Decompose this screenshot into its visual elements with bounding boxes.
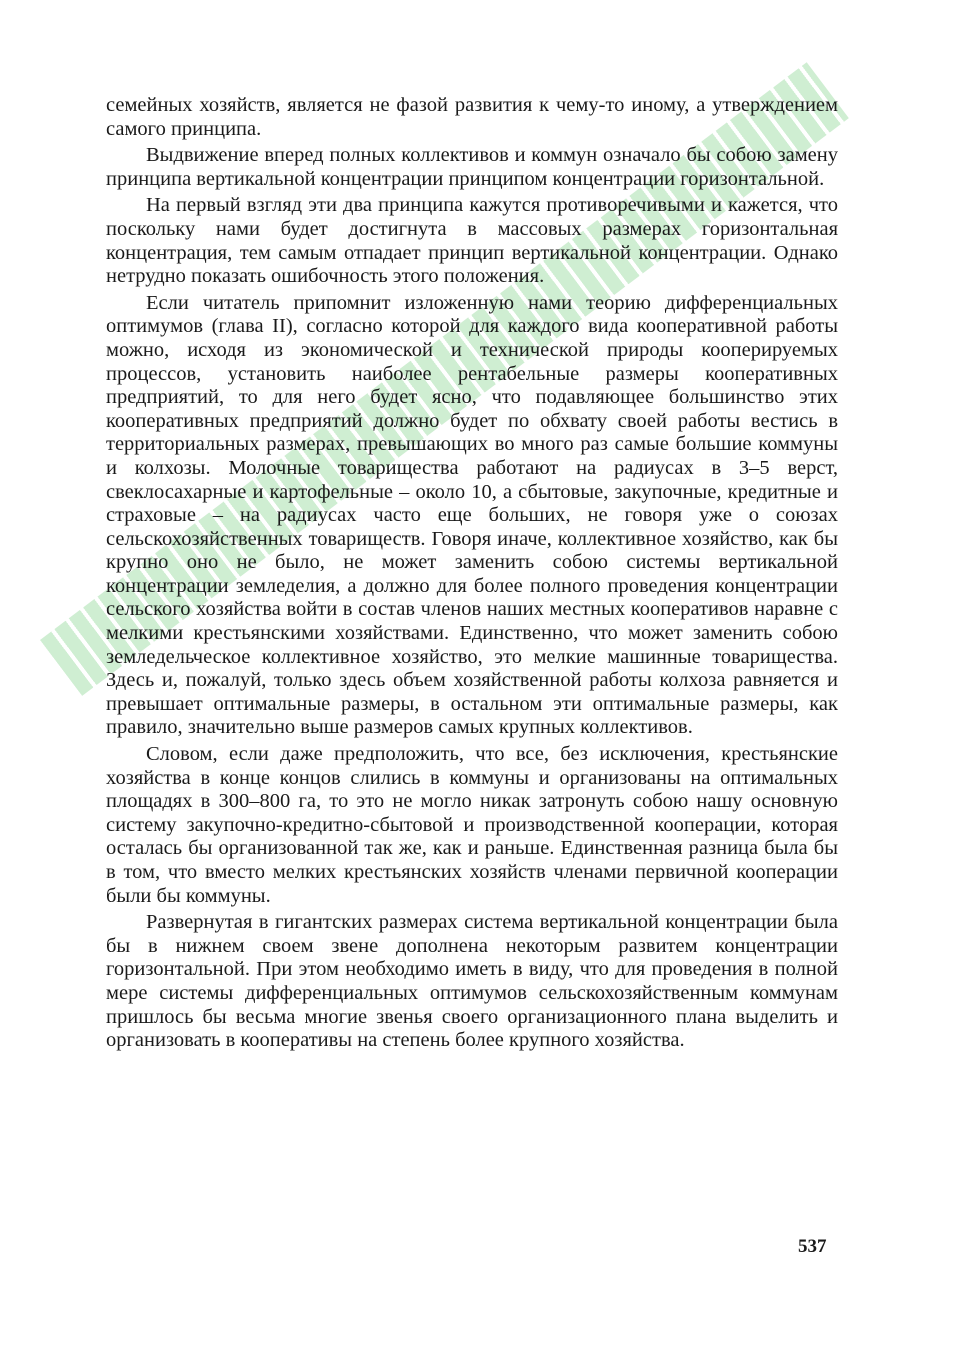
- paragraph-3: На первый взгляд эти два принципа кажутся противоречивыми и кажется, что поскольку нами будет достигнута в массовых размерах горизонтальная концентрация, тем самым отпадает принцип вертикальной концентрации. Однако нетрудно показать ошибочность этого положения.: [106, 194, 838, 288]
- text-column: [106, 94, 838, 1053]
- paragraph-5: Словом, если даже предположить, что все, без исключения, крестьянские хозяйства в конце концов слились в коммуны и организованы на оптимальных площадях в 300–800 га, то это не могло никак затронуть собою нашу основную систему закупочно-кредитно-сбытовой и производственной кооперации, которая осталась бы организованной так же, как и раньше. Единственная разница была бы в том, что вместо мелких крестьянских хозяйств членами первичной кооперации были бы коммуны.: [106, 743, 838, 907]
- paragraph-6: Развернутая в гигантских размерах система вертикальной концентрации была бы в нижнем своем звене дополнена некоторым развитем концентрации горизонтальной. При этом необходимо иметь в виду, что для проведения в полной мере системы дифференциальных оптимумов сельскохозяйственным коммунам пришлось бы весьма многие звенья своего организационного плана выделить и организовать в кооперативы на степень более крупного хозяйства.: [106, 911, 838, 1052]
- page-number: 537: [798, 1236, 827, 1257]
- paragraph-2: Выдвижение вперед полных коллективов и коммун означало бы собою замену принципа вертикальной концентрации принципом концентрации горизонтальной.: [106, 144, 838, 190]
- paragraph-4: Если читатель припомнит изложенную нами теорию дифференциальных оптимумов (глава II), согласно которой для каждого вида кооперативной работы можно, исходя из экономической и технической природы кооперируемых процессов, установить наиболее рентабельные размеры кооперативных предприятий, то для него будет ясно, что подавляющее большинство этих кооперативных предприятий должно будет по обхвату своей работы вестись в территориальных размерах, превышающих во много раз самые большие коммуны и колхозы. Молочные товарищества работают на радиусах в 3–5 верст, свеклосахарные и картофельные – около 10, а сбытовые, закупочные, кредитные и страховые – на радиусах часто еще больших, не говоря уже о союзах сельскохозяйственных товариществ. Говоря иначе, коллективное хозяйство, как бы крупно оно не было, не может заменить собою системы вертикальной концентрации земледелия, а должно для более полного проведения концентрации сельского хозяйства войти в состав членов наших местных кооперативов наравне с мелкими крестьянскими хозяйствами. Единственно, что может заменить собою земледельческое коллективное хозяйство, это мелкие машинные товарищества. Здесь и, пожалуй, только здесь объем хозяйственной работы колхоза равняется и превышает оптимальные размеры, в остальном эти оптимальные размеры, как правило, значительно выше размеров самых крупных коллективов.: [106, 291, 838, 739]
- paragraph-1: семейных хозяйств, является не фазой развития к чему-то иному, а утверждением самого принципа.: [106, 94, 838, 140]
